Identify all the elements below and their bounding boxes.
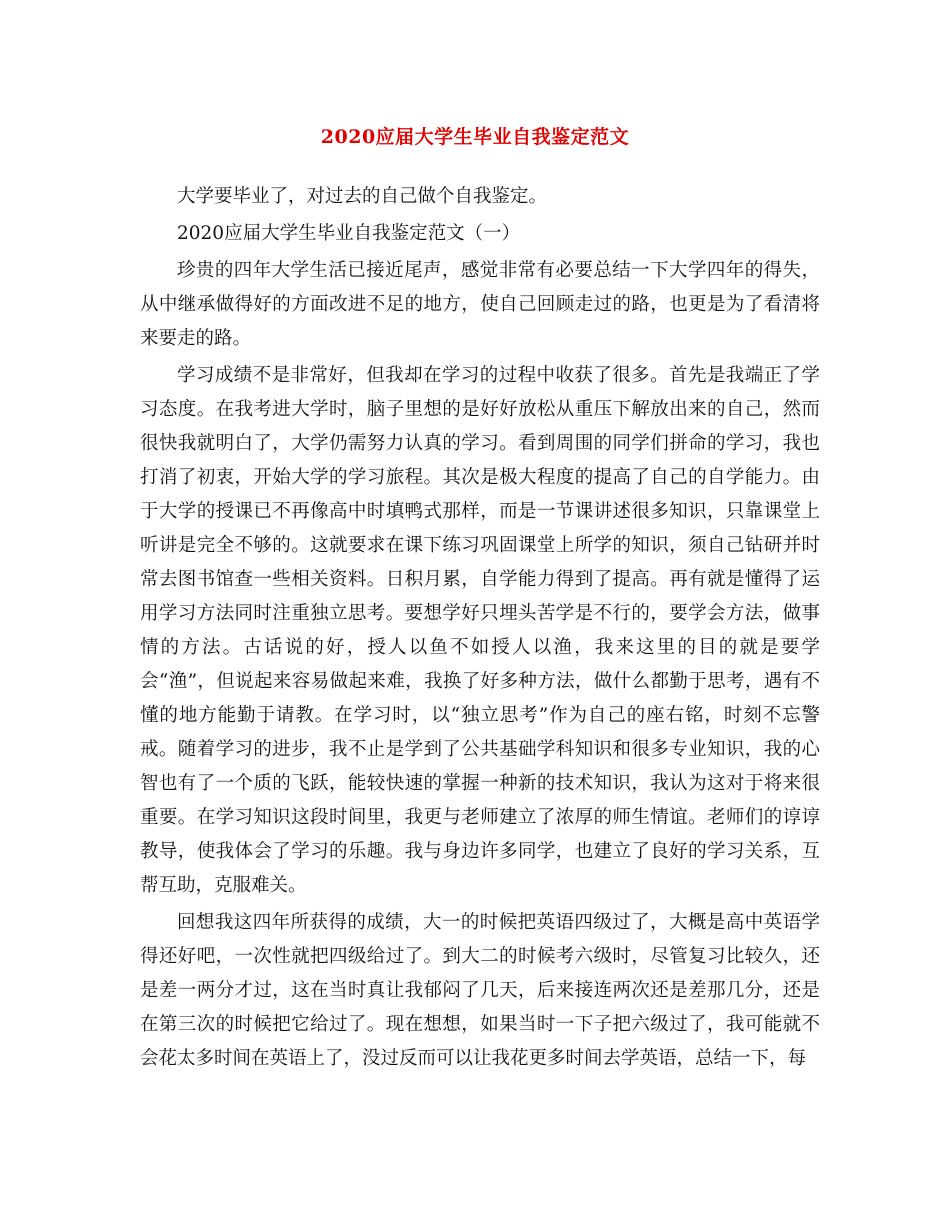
body-paragraph: 回想我这四年所获得的成绩，大一的时候把英语四级过了，大概是高中英语学得还好吧，一次性就把四级给过了。到大二的时候考六级时，尽管复习比较久，还是差一两分才过，这在当时真让我郁闷了几天，后来接连两次还是差那几分，还是在第三次的时候把它给过了。现在想想，如果当时一下子把六级过了，我可能就不会花太多时间在英语上了，没过反而可以让我花更多时间去学英语，总结一下，每 (140, 912, 820, 1069)
document-title: 2020应届大学生毕业自我鉴定范文 (320, 126, 630, 148)
document-body (140, 180, 820, 1079)
body-paragraph: 珍贵的四年大学生活已接近尾声，感觉非常有必要总结一下大学四年的得失，从中继承做得好的方面改进不足的地方，使自己回顾走过的路，也更是为了看清将来要走的路。 (140, 260, 820, 349)
intro-paragraph: 大学要毕业了，对过去的自己做个自我鉴定。 (177, 186, 548, 207)
body-paragraph: 学习成绩不是非常好，但我却在学习的过程中收获了很多。首先是我端正了学习态度。在我考进大学时，脑子里想的是好好放松从重压下解放出来的自己，然而很快我就明白了，大学仍需努力认真的学习。看到周围的同学们拼命的学习，我也打消了初衷，开始大学的学习旅程。其次是极大程度的提高了自己的自学能力。由于大学的授课已不再像高中时填鸭式那样，而是一节课讲述很多知识，只靠课堂上听讲是完全不够的。这就要求在课下练习巩固课堂上所学的知识，须自己钻研并时常去图书馆查一些相关资料。日积月累，自学能力得到了提高。再有就是懂得了运用学习方法同时注重独立思考。要想学好只埋头苦学是不行的，要学会方法，做事情的方法。古话说的好，授人以鱼不如授人以渔，我来这里的目的就是要学会“渔”，但说起来容易做起来难，我换了好多种方法，做什么都勤于思考，遇有不懂的地方能勤于请教。在学习时，以“独立思考”作为自己的座右铭，时刻不忘警戒。随着学习的进步，我不止是学到了公共基础学科知识和很多专业知识，我的心智也有了一个质的飞跃，能较快速的掌握一种新的技术知识，我认为这对于将来很重要。在学习知识这段时间里，我更与老师建立了浓厚的师生情谊。老师们的谆谆教导，使我体会了学习的乐趣。我与身边许多同学，也建立了良好的学习关系，互帮互助，克服难关。 (140, 365, 820, 896)
section-heading: 2020应届大学生毕业自我鉴定范文（一） (177, 223, 521, 244)
